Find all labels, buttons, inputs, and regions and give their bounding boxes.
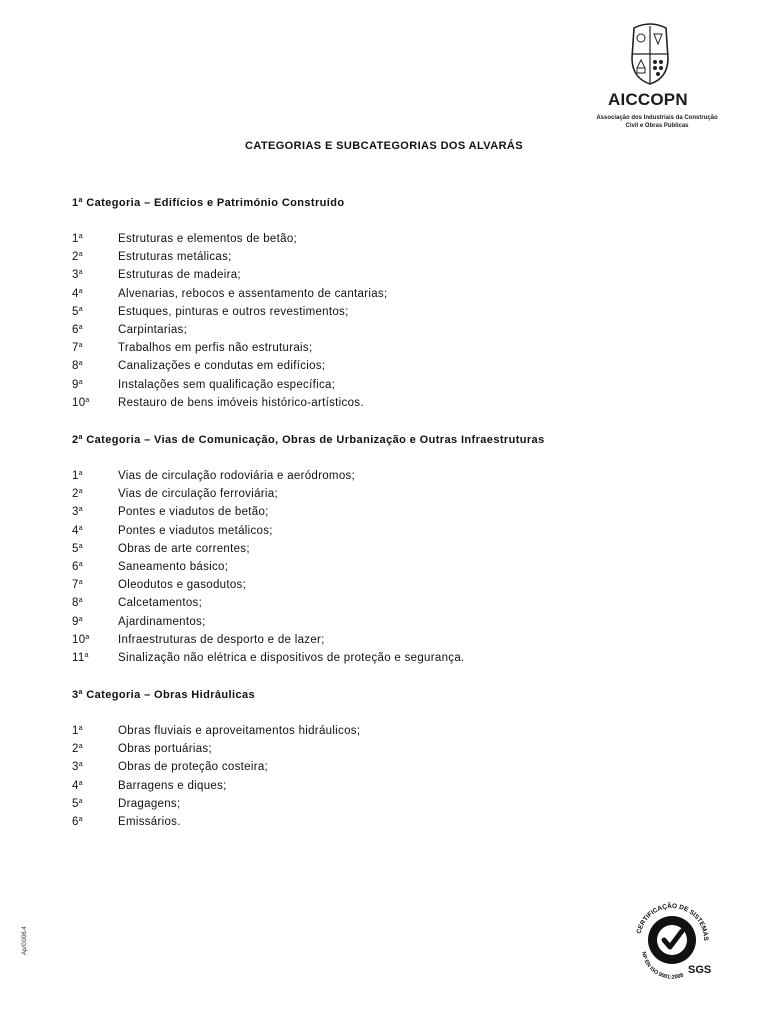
list-item: 4$^a$ Alvenarias, rebocos e assentamento de cantarias;	[72, 287, 388, 300]
category-heading: 2$^a$ Categoria – Vias de Comunicação, Obras de Urbanização e Outras Infraestruturas	[72, 434, 545, 446]
brand-tagline: Associação dos Industriais da Construção Civil e Obras Públicas	[596, 115, 718, 129]
list-item: 1$^a$ Obras fluviais e aproveitamentos hidráulicos;	[72, 725, 361, 737]
category-heading: 3$^a$ Categoria – Obras Hidráulicas	[72, 689, 255, 701]
document-title: CATEGORIAS E SUBCATEGORIAS DOS ALVARÁS	[245, 140, 523, 152]
list-item: 11$^a$ Sinalização não elétrica e dispositivos de proteção e segurança.	[72, 651, 465, 664]
cert-brand: SGS	[688, 964, 712, 976]
list-item: 2$^a$ Vias de circulação ferroviária;	[72, 488, 278, 501]
list-item: 5$^a$ Dragagens;	[72, 797, 181, 810]
list-item: 6$^a$ Carpintarias;	[72, 323, 188, 336]
list-item: 3$^a$ Obras de proteção costeira;	[72, 761, 269, 774]
list-item: 8$^a$ Canalizações e condutas em edifícios;	[72, 360, 326, 373]
list-item: 9$^a$ Ajardinamentos;	[72, 615, 206, 628]
cert-text-bottom: NP EN ISO 9001:2008	[640, 951, 685, 981]
list-item: 6$^a$ Emissários.	[72, 815, 181, 828]
coat-of-arms-icon	[628, 22, 672, 86]
list-item: 2$^a$ Estruturas metálicas;	[72, 251, 232, 264]
list-item: 3$^a$ Estruturas de madeira;	[72, 269, 241, 282]
category-section-1	[72, 192, 712, 410]
list-item: 5$^a$ Obras de arte correntes;	[72, 542, 250, 555]
list-item: 10$^a$ Restauro de bens imóveis histórico-artísticos.	[72, 396, 364, 409]
document-code: Ap/G006.4	[22, 926, 28, 955]
list-item: 7$^a$ Oleodutos e gasodutos;	[72, 579, 247, 592]
list-item: 1$^a$ Vias de circulação rodoviária e aeródromos;	[72, 470, 356, 482]
list-item: 4$^a$ Barragens e diques;	[72, 779, 227, 792]
list-item: 9$^a$ Instalações sem qualificação específica;	[72, 378, 336, 391]
cert-text-top: CERTIFICAÇÃO DE SISTEMAS	[635, 902, 710, 941]
list-item: 4$^a$ Pontes e viadutos metálicos;	[72, 524, 273, 537]
list-item: 3$^a$ Pontes e viadutos de betão;	[72, 506, 269, 519]
list-item: 1$^a$ Estruturas e elementos de betão;	[72, 233, 298, 245]
list-item: 2$^a$ Obras portuárias;	[72, 743, 212, 756]
certification-seal-icon	[630, 900, 714, 984]
list-item: 7$^a$ Trabalhos em perfis não estruturais;	[72, 342, 313, 355]
category-heading: 1$^a$ Categoria – Edifícios e Património Construído	[72, 197, 345, 209]
brand-name: AICCOPN	[608, 90, 688, 109]
category-section-3	[72, 684, 712, 829]
list-item: 8$^a$ Calcetamentos;	[72, 597, 203, 610]
list-item: 5$^a$ Estuques, pinturas e outros revestimentos;	[72, 305, 349, 318]
category-section-2	[72, 429, 712, 665]
list-item: 6$^a$ Saneamento básico;	[72, 560, 229, 573]
list-item: 10$^a$ Infraestruturas de desporto e de lazer;	[72, 633, 325, 646]
